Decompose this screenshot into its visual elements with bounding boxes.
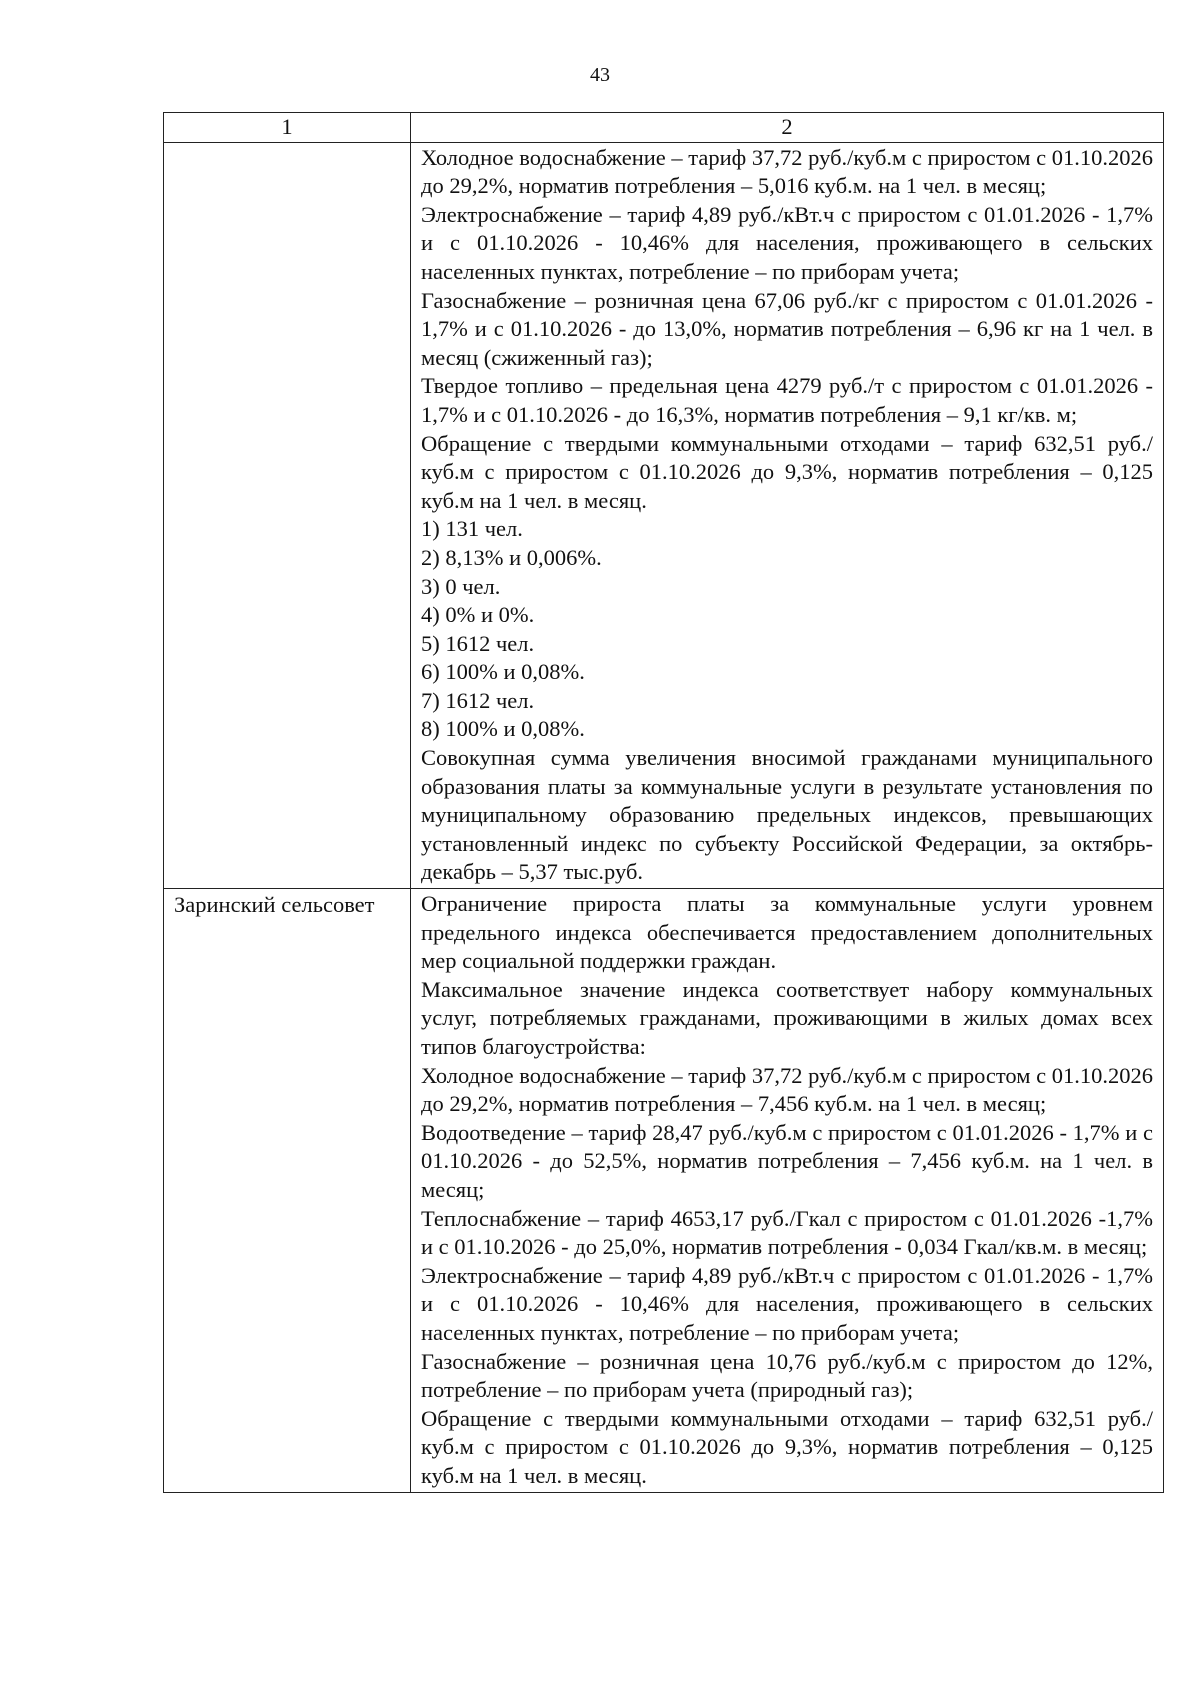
paragraph: Совокупная сумма увеличения вносимой гражданами муниципального образования платы за коммунальные услуги в результате установления по муниципальному образованию предельных индексов, превышающих установленный индекс по субъекту Российской Федерации, за октябрь-декабрь – 5,37 тыс.руб. (421, 745, 1153, 885)
description-cell (411, 889, 1164, 1492)
paragraph: Электроснабжение – тариф 4,89 руб./кВт.ч с приростом с 01.01.2026 - 1,7% и с 01.10.2026 - 10,46% для населения, проживающего в сельских населенных пунктах, потребление – по приборам учета; (421, 201, 1153, 284)
list-item: 2) 8,13% и 0,006%. (421, 544, 602, 570)
list-item: 3) 0 чел. (421, 573, 501, 599)
table-body (164, 142, 1164, 1492)
paragraph: Теплоснабжение – тариф 4653,17 руб./Гкал с приростом с 01.01.2026 -1,7% и с 01.10.2026 - до 25,0%, норматив потребления - 0,034 Гкал/кв.м. в месяц; (421, 1205, 1153, 1260)
paragraph: Обращение с твердыми коммунальными отходами – тариф 632,51 руб./куб.м с приростом с 01.10.2026 до 9,3%, норматив потребления – 0,125 куб.м на 1 чел. в месяц. (421, 430, 1153, 513)
paragraph: Электроснабжение – тариф 4,89 руб./кВт.ч с приростом с 01.01.2026 - 1,7% и с 01.10.2026 - 10,46% для населения, проживающего в сельских населенных пунктах, потребление – по приборам учета; (421, 1262, 1153, 1345)
page-number: 43 (590, 64, 610, 86)
list-item: 5) 1612 чел. (421, 630, 535, 656)
paragraph: Твердое топливо – предельная цена 4279 руб./т с приростом с 01.01.2026 - 1,7% и с 01.10.2026 - до 16,3%, норматив потребления – 9,1 кг/кв. м; (421, 373, 1153, 427)
table-row (164, 142, 1164, 888)
list-item: 4) 0% и 0%. (421, 602, 535, 628)
table-row (164, 889, 1164, 1492)
list-item: 6) 100% и 0,08%. (421, 659, 585, 685)
municipality-cell (164, 142, 411, 888)
list-item: 8) 100% и 0,08%. (421, 716, 585, 742)
table-header-row (164, 113, 1164, 143)
column-header-2: 2 (411, 113, 1164, 143)
paragraph: Максимальное значение индекса соответствует набору коммунальных услуг, потребляемых гражданами, проживающими в жилых домах всех типов благоустройства: (421, 976, 1153, 1059)
paragraph: Ограничение прироста платы за коммунальные услуги уровнем предельного индекса обеспечивается предоставлением дополнительных мер социальной поддержки граждан. (421, 891, 1153, 974)
paragraph: Водоотведение – тариф 28,47 руб./куб.м с приростом с 01.01.2026 - 1,7% и с 01.10.2026 - до 52,5%, норматив потребления – 7,456 куб.м. на 1 чел. в месяц; (421, 1119, 1153, 1202)
paragraph: Холодное водоснабжение – тариф 37,72 руб./куб.м с приростом с 01.10.2026 до 29,2%, норматив потребления – 7,456 куб.м. на 1 чел. в месяц; (421, 1062, 1153, 1117)
tariff-table (163, 112, 1164, 1493)
paragraph: Холодное водоснабжение – тариф 37,72 руб./куб.м с приростом с 01.10.2026 до 29,2%, норматив потребления – 5,016 куб.м. на 1 чел. в месяц; (421, 144, 1153, 199)
paragraph: Обращение с твердыми коммунальными отходами – тариф 632,51 руб./куб.м с приростом с 01.10.2026 до 9,3%, норматив потребления – 0,125 куб.м на 1 чел. в месяц. (421, 1405, 1153, 1488)
paragraph: Газоснабжение – розничная цена 67,06 руб./кг с приростом с 01.01.2026 - 1,7% и с 01.10.2026 - до 13,0%, норматив потребления – 6,96 кг на 1 чел. в месяц (сжиженный газ); (421, 287, 1153, 370)
list-item: 1) 131 чел. (421, 516, 523, 542)
paragraph: Газоснабжение – розничная цена 10,76 руб./куб.м с приростом до 12%, потребление – по приборам учета (природный газ); (421, 1348, 1153, 1403)
municipality-cell: Заринский сельсовет (164, 889, 411, 1492)
list-item: 7) 1612 чел. (421, 687, 535, 713)
column-header-1: 1 (164, 113, 411, 143)
description-cell (411, 142, 1164, 888)
